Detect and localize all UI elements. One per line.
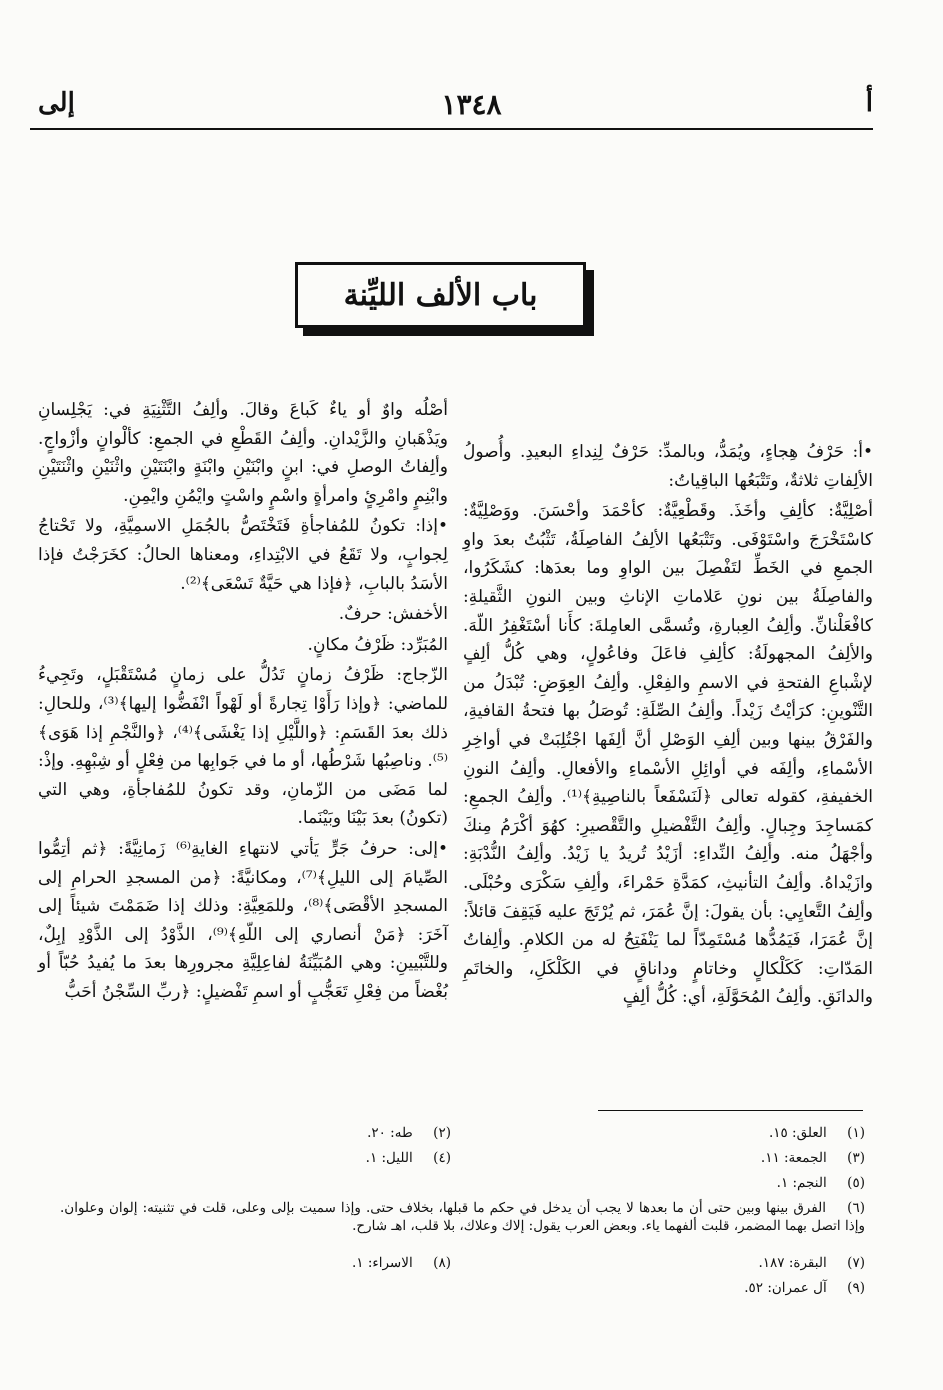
footnote-number: (١) (847, 1125, 865, 1141)
footnote-6 (60, 1199, 865, 1235)
footnote-text: البقرة: ١٨٧. (758, 1255, 827, 1271)
paragraph: المُبَرِّد: ظَرْفُ مكانٍ. (307, 634, 448, 655)
footnote-text: الليل: ١. (365, 1150, 413, 1166)
footnote-text: طه: ٢٠. (367, 1125, 413, 1141)
left-column (38, 396, 448, 1006)
footnote-number: (٢) (433, 1125, 451, 1141)
footnote-number: (٤) (433, 1150, 451, 1166)
footnote-number: (٦) (847, 1200, 865, 1216)
footnote-number: (٨) (433, 1255, 451, 1271)
footnote-number: (٧) (847, 1255, 865, 1271)
footnote-3 (761, 1149, 865, 1167)
chapter-title: باب الألف الليِّنة (295, 262, 586, 328)
footnote-number: (٩) (847, 1280, 865, 1296)
footnote-text: الاسراء: ١. (351, 1255, 413, 1271)
paragraph: •أ: حَرْفُ هِجاءٍ، ويُمَدُّ، وبالمدِّ: حَرْفٌ لِنِداءِ البعيدِ. وأُصولُ الألِفاتِ ثلاثةٌ، وتَتْبَعُها الباقِياتُ: (463, 442, 873, 491)
footnote-number: (٥) (847, 1175, 865, 1191)
footnote-text: الفرق بينها وبين حتى أن ما بعدها لا يجب أن يدخل في حكم ما قبلها، بخلاف حتى. وإذا سميت بإلى وعلى، قلت في تثنيته: إلوان وعلوان. وإذا اتصل بهما المضمر، قلبت ألفهما ياء. وبعض العرب يقول: إلاك وعلاك، بلا قلب، اهـ شارح. (60, 1200, 865, 1234)
page-number: ١٣٤٨ (441, 88, 502, 121)
header-letter: أ (865, 88, 873, 118)
footnote-9 (744, 1279, 865, 1297)
paragraph: أصْلِيَّةٌ: كألِفِ وأخَذَ. وقَطْعِيَّةٌ: كأحْمَدَ وأحْسَنَ. ووَصْلِيَّةٌ: كاسْتَخْرَجَ واسْتَوْفَى. وتَتْبَعُها الألِفُ الفاصِلَةُ، تَثْبُتُ بعدَ واوِ الجمعِ في الخَطِّ لتَفْصِلَ بين الواوِ وما بعدَها: كشَكَرُوا، والفاصِلَةُ بين نونِ عَلاماتِ الإناثِ وبين النونِ الثَّقيلةِ: كافْعَلْنانِّ. وألِفُ العِبارةِ، وتُسمَّى العامِلةَ: كأَنا أسْتَغْفِرُ اللّهَ. والألِفُ المجهولَةُ: كألِفِ فاعَلَ وفاعُولٍ، وهي كُلُّ ألِفٍ لإشْباعِ الفتحةِ في الاسمِ والفِعْلِ. وألِفُ العِوَضِ: تُبْدَلُ من التَّنْوينِ: كرَأيْتُ زَيْداً. وألِفُ الصِّلَةِ: تُوصَلُ بها فتحةُ القافيةِ، والفَرْقُ بينها وبين ألِفِ الوَصْلِ أنَّ ألِفَها اجْتُلِبَتْ في أواخِرِ الأسْماءِ، وألِفَه في أوائِلِ الأسْماءِ والأفعالِ. وألِفُ النونِ الخفيفةِ، كقوله تعالى ﴿لَنَسْفَعاً بالناصِيةِ﴾⁽¹⁾. وألِفُ الجمعِ: كمَساجِدَ وجِبالٍ. وألِفُ التَّفْضيلِ والتَّقْصيرِ: كهُوَ أكْرَمُ مِنكَ وأجْهَلُ منه. وألِفُ النِّداءِ: أزَيْدُ تُريدُ يا زَيْدُ. وألِفُ النُّدْبَةِ: وازَيْداهُ. وألِفُ التأنيثِ، كمَدَّةِ حَمْراءَ، وألِفِ سَكْرَى وحُبْلَى. وألِفُ التَّعايِي: بأن يقولَ: إنَّ عُمَرَ، ثم يُرْتَجَ عليه فَيَقِفَ قائلاً: إنَّ عُمَرَا، فَيَمُدُّها مُسْتَمِدّاً لما يَنْفَتِحُ له من الكلامِ. وألِفاتُ المَدّاتِ: كَكَلْكالٍ وخاتامٍ وداناقٍ في الكَلْكَلِ، والخاتَمِ والدانَقِ. وألِفُ المُحَوَّلَةِ، أي: كُلُّ ألِفٍ (463, 501, 873, 1008)
footnote-text: النجم: ١. (776, 1175, 827, 1191)
footnote-number: (٣) (847, 1150, 865, 1166)
footnote-5 (777, 1174, 865, 1192)
paragraph: الزّجاج: ظَرْفُ زمانٍ تَدُلُّ على زمانٍ مُسْتَقْبَلٍ، وتَجِيءُ للماضي: ﴿وإذا رَأَوْا تِجارةً أو لَهْواً انْفَضُّوا إليها﴾⁽³⁾، وللحالِ: ذلك بعدَ القَسَمِ: ﴿واللَّيْلِ إذا يَغْشَى﴾⁽⁴⁾، ﴿والنَّجْمِ إذا هَوَى﴾⁽⁵⁾. وناصِبُها شَرْطُها، أو ما في جَوابِها من فِعْلٍ أو شِبْهِهِ. وإذْ: لما مَضَى من الزّمانِ، وقد تكونُ للمُفاجأةِ، وهي التي (تكونُ) بعدَ بَيْنَا وبَيْنَما. (38, 665, 448, 829)
footnote-2 (367, 1124, 451, 1142)
footnote-text: آل عمران: ٥٢. (744, 1280, 827, 1296)
footnote-1 (769, 1124, 865, 1142)
footnote-4 (366, 1149, 451, 1167)
header-keyword: إلى (38, 88, 75, 118)
paragraph: الأخفش: حرفٌ. (338, 604, 448, 625)
right-column (463, 438, 873, 1012)
paragraph: •إذا: تكونُ للمُفاجأةِ فَتَخْتَصُّ بالجُمَلِ الاسمِيَّةِ، ولا تَحْتاجُ لِجوابٍ، ولا تَقَعُ في الابْتِداءِ، ومعناها الحالُ: كخَرَجْتُ فإذا الأسَدُ بالبابِ، ﴿فإذا هي حَيَّةٌ تَسْعَى﴾⁽²⁾. (38, 516, 448, 594)
footnote-text: الجمعة: ١١. (760, 1150, 827, 1166)
footnote-text: العلق: ١٥. (768, 1125, 827, 1141)
footnote-8 (352, 1254, 451, 1272)
paragraph: •إلى: حرفُ جَرٍّ يَأتي لانتهاءِ الغايةِ⁽⁶⁾ زَمانِيَّةً: ﴿ثم أتِمُّوا الصِّيامَ إلى الليلِ﴾⁽⁷⁾، ومكانيَّةً: ﴿من المسجدِ الحرامِ إلى المسجدِ الأقْصَى﴾⁽⁸⁾، وللمَعِيَّةِ: وذلك إذا ضَمَمْتَ شيئاً إلى آخَرَ: ﴿مَنْ أنصاري إلى اللّهِ﴾⁽⁹⁾، الذَّوْدُ إلى الذَّوْدِ إبِلٌ، وللتَّبْيينِ: وهي المُبَيِّنَةُ لفاعِلِيَّةِ مجرورِها بعدَ ما يُفيدُ حُبّاً أو بُغْضاً من فِعْلِ تَعَجُّبٍ أو اسمِ تَفْضيلٍ: ﴿ربِّ السِّجْنُ أحَبُّ (38, 838, 448, 1002)
footnote-7 (759, 1254, 866, 1272)
footnote-rule (598, 1110, 863, 1111)
paragraph: أصْلُه واوٌ أو ياءٌ كَباعَ وقالَ. وألِفُ التَّثْنِيَةِ في: يَجْلِسانِ ويَذْهَبانِ والزَّيْدانِ. وألِفُ القَطْعِ في الجمعِ: كألْوانٍ وأزْواجٍ. وألِفاتُ الوصلِ في: ابنٍ وابْنَيْنِ وابْنَةٍ وابْنَتَيْنِ واثْنَيْنِ واثْنَتَيْنِ وابْنِمٍ وامْرِئٍ وامرأةٍ واسْمٍ واسْتٍ وايْمُنِ وايْمِنِ. (38, 400, 448, 506)
header-rule (30, 128, 873, 130)
